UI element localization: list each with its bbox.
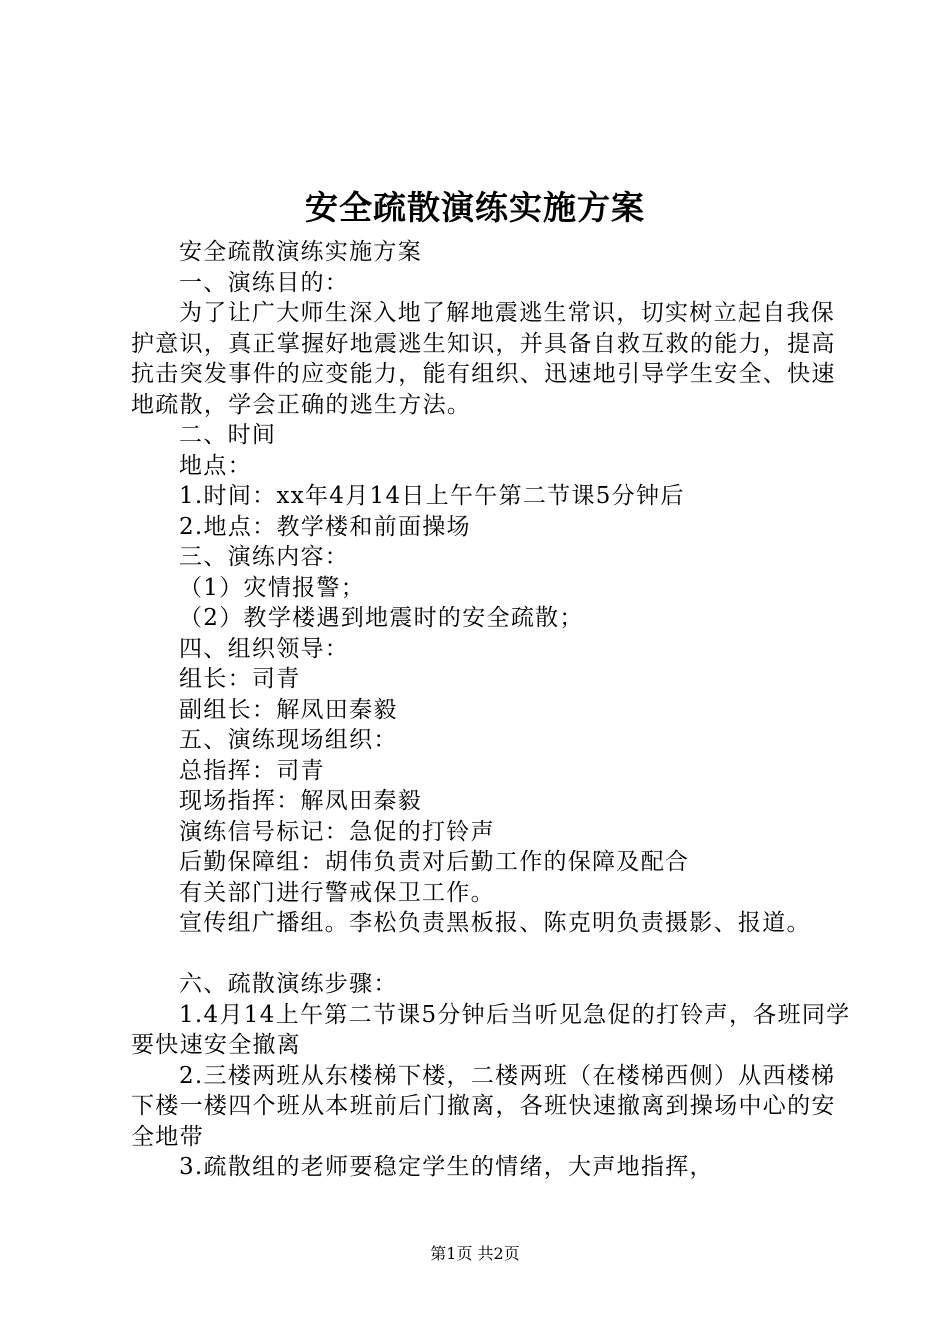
step-2-paragraph: 2.三楼两班从东楼梯下楼，二楼两班（在楼梯西侧）从西楼梯下楼一楼四个班从本班前后门撤离，各班快速撤离到操场中心的安全地带	[131, 1062, 836, 1150]
step-1-paragraph: 1.4月14上午第二节课5分钟后当听见急促的打铃声，各班同学要快速安全撤离	[131, 1001, 851, 1058]
subtitle-line: 安全疏散演练实施方案	[179, 239, 422, 265]
section-heading-organization: 五、演练现场组织：	[179, 727, 398, 753]
purpose-paragraph: 为了让广大师生深入地了解地震逃生常识，切实树立起自我保护意识，真正掌握好地震逃生知识，并具备自救互救的能力，提高抗击突发事件的应变能力，能有组织、迅速地引导学生安全、快速地疏散，学会正确的逃生方法。	[131, 300, 836, 418]
site-commander-line: 现场指挥：解凤田秦毅	[179, 788, 422, 814]
section-heading-leadership: 四、组织领导：	[179, 635, 350, 662]
content-item-2: （2）教学楼遇到地震时的安全疏散；	[179, 605, 584, 631]
publicity-line: 宣传组广播组。李松负责黑板报、陈克明负责摄影、报道。	[179, 910, 811, 936]
document-body	[131, 237, 851, 1183]
document-title: 安全疏散演练实施方案	[305, 188, 645, 227]
signal-line: 演练信号标记：急促的打铃声	[179, 818, 495, 845]
logistics-line: 后勤保障组：胡伟负责对后勤工作的保障及配合	[179, 849, 690, 875]
time-line: 1.时间：xx年4月14日上午午第二节课5分钟后	[179, 483, 685, 509]
section-heading-content: 三、演练内容：	[179, 544, 350, 570]
section-heading-purpose: 一、演练目的：	[179, 269, 350, 296]
chief-commander-line: 总指挥：司青	[179, 757, 325, 784]
security-line: 有关部门进行警戒保卫工作。	[179, 879, 495, 906]
leader-line: 组长：司青	[179, 666, 301, 692]
location-label: 地点：	[179, 452, 252, 479]
deputy-leader-line: 副组长：解凤田秦毅	[179, 696, 398, 723]
content-item-1: （1）灾情报警；	[179, 574, 366, 601]
blank-line	[131, 939, 851, 970]
step-3-paragraph: 3.疏散组的老师要稳定学生的情绪，大声地指挥，	[179, 1154, 714, 1180]
section-heading-time: 二、时间	[179, 422, 277, 448]
location-line: 2.地点：教学楼和前面操场	[179, 513, 471, 540]
section-heading-steps: 六、疏散演练步骤：	[179, 971, 398, 997]
page-number-footer: 第1页 共2页	[430, 1244, 520, 1263]
